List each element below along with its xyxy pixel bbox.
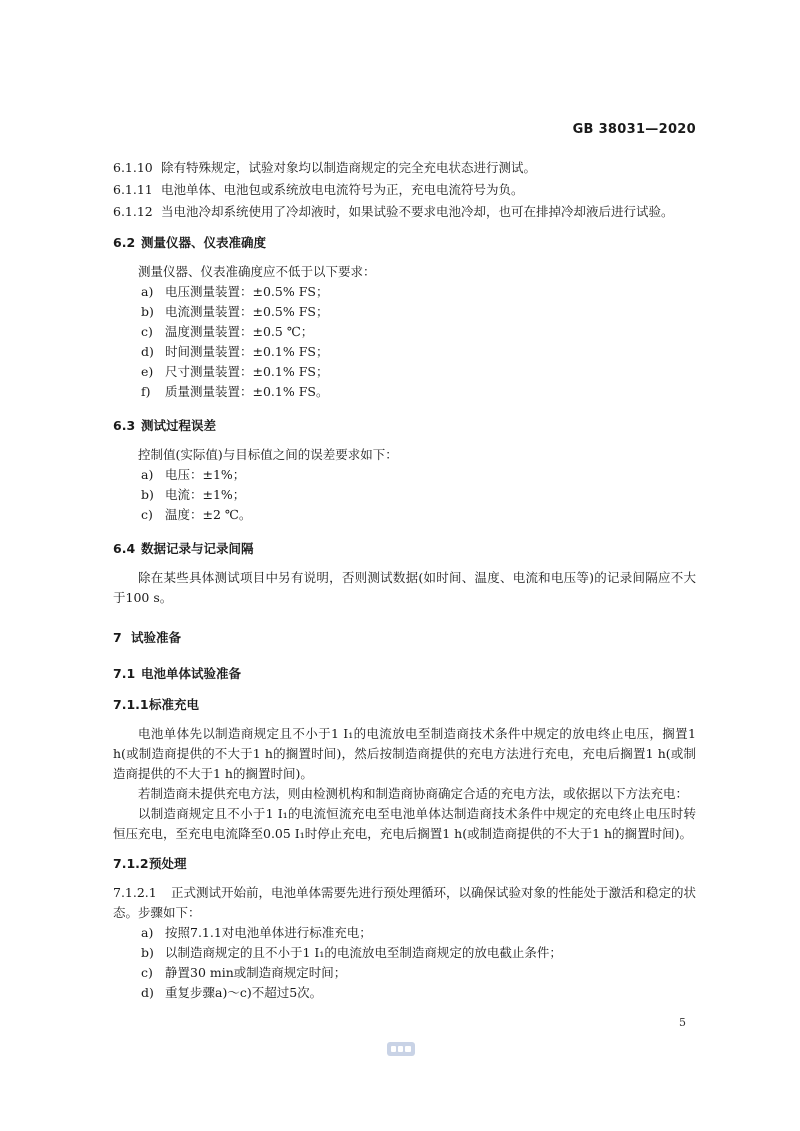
clause-text: 电池单体、电池包或系统放电电流符号为正，充电电流符号为负。: [161, 182, 524, 197]
list-text: 以制造商规定的且不小于1 I₁的电流放电至制造商规定的放电截止条件；: [165, 945, 562, 960]
subsection-number: 7.1.2: [113, 856, 149, 871]
clause-text: 当电池冷却系统使用了冷却液时，如果试验不要求电池冷却，也可在排掉冷却液后进行试验。: [161, 204, 674, 219]
list-text: 电流：±1%；: [165, 487, 246, 502]
section-number: 6.4: [113, 541, 136, 556]
clause-7-1-2-1: [113, 883, 696, 923]
list-item: [113, 322, 696, 342]
list-text: 温度测量装置：±0.5 ℃；: [165, 324, 314, 339]
list-label: d): [141, 344, 154, 359]
section-number: 6.2: [113, 235, 136, 250]
list-item: [113, 302, 696, 322]
standard-code-header: GB 38031—2020: [572, 122, 696, 137]
section-heading-6-3: [113, 416, 696, 436]
list-item: [113, 963, 696, 983]
list-text: 电流测量装置：±0.5% FS；: [165, 304, 329, 319]
section-paragraph: 电池单体先以制造商规定且不小于1 I₁的电流放电至制造商技术条件中规定的放电终止电压，搁置1 h(或制造商提供的不大于1 h的搁置时间)，然后按制造商提供的充电方法进行充电，充电后搁置1 h(或制造商提供的不大于1 h的搁置时间)。: [113, 726, 696, 781]
section-paragraph: 除在某些具体测试项目中另有说明，否则测试数据(如时间、温度、电流和电压等)的记录间隔应不大于100 s。: [113, 570, 696, 605]
list-label: e): [141, 364, 154, 379]
page-number: 5: [679, 1016, 686, 1029]
list-label: a): [141, 925, 154, 940]
clause-number: 7.1.2.1: [113, 885, 157, 900]
section-title: 测量仪器、仪表准确度: [141, 235, 267, 250]
section-number: 7.1: [113, 666, 136, 681]
list-text: 温度：±2 ℃。: [165, 507, 252, 522]
list-label: d): [141, 985, 154, 1000]
list-text: 尺寸测量装置：±0.1% FS；: [165, 364, 329, 379]
section-heading-6-4: [113, 539, 696, 559]
accuracy-list: [113, 282, 696, 402]
list-text: 电压测量装置：±0.5% FS；: [165, 284, 329, 299]
clause-text: 正式测试开始前，电池单体需要先进行预处理循环，以确保试验对象的性能处于激活和稳定的状态。步骤如下：: [113, 885, 697, 920]
list-item: [113, 923, 696, 943]
subsection-title: 标准充电: [149, 697, 200, 712]
list-text: 静置30 min或制造商规定时间；: [165, 965, 347, 980]
list-text: 质量测量装置：±0.1% FS。: [165, 384, 329, 399]
clause-text: 除有特殊规定，试验对象均以制造商规定的完全充电状态进行测试。: [161, 160, 537, 175]
list-item: [113, 983, 696, 1003]
list-label: a): [141, 467, 154, 482]
section-title: 数据记录与记录间隔: [141, 541, 254, 556]
list-text: 电压：±1%；: [165, 467, 246, 482]
list-item: [113, 282, 696, 302]
section-intro: 测量仪器、仪表准确度应不低于以下要求：: [138, 264, 376, 279]
list-label: b): [141, 945, 154, 960]
list-item: [113, 342, 696, 362]
subsection-heading-7-1-2: [113, 854, 696, 874]
list-label: f): [141, 384, 151, 399]
chapter-title: 试验准备: [131, 630, 182, 645]
section-number: 6.3: [113, 418, 136, 433]
section-title: 电池单体试验准备: [141, 666, 242, 681]
section-heading-7-1: [113, 664, 696, 684]
clause-number: 6.1.12: [113, 204, 153, 219]
chapter-heading-7: [113, 628, 696, 648]
list-item: [113, 505, 696, 525]
list-text: 时间测量装置：±0.1% FS；: [165, 344, 329, 359]
tolerance-list: [113, 465, 696, 525]
section-title: 测试过程误差: [141, 418, 217, 433]
document-body: [113, 158, 696, 1003]
list-label: b): [141, 487, 154, 502]
list-item: [113, 485, 696, 505]
list-label: c): [141, 324, 153, 339]
subsection-number: 7.1.1: [113, 697, 149, 712]
chapter-number: 7: [113, 630, 122, 645]
list-item: [113, 943, 696, 963]
pretreatment-steps-list: [113, 923, 696, 1003]
section-heading-6-2: [113, 233, 696, 253]
section-paragraph: 以制造商规定且不小于1 I₁的电流恒流充电至电池单体达制造商技术条件中规定的充电终止电压时转恒压充电，至充电电流降至0.05 I₁时停止充电，充电后搁置1 h(或制造商提供的不大于1 h的搁置时间)。: [113, 806, 696, 841]
subsection-heading-7-1-1: [113, 695, 696, 715]
section-paragraph: 若制造商未提供充电方法，则由检测机构和制造商协商确定合适的充电方法，或依据以下方法充电：: [138, 786, 689, 801]
clause-6-1-12: [113, 202, 696, 222]
list-item: [113, 382, 696, 402]
section-intro: 控制值(实际值)与目标值之间的误差要求如下：: [138, 447, 398, 462]
clause-6-1-10: [113, 158, 696, 178]
list-label: c): [141, 507, 153, 522]
subsection-title: 预处理: [149, 856, 187, 871]
clause-6-1-11: [113, 180, 696, 200]
list-text: 重复步骤a)～c)不超过5次。: [165, 985, 323, 1000]
list-label: a): [141, 284, 154, 299]
list-item: [113, 362, 696, 382]
list-text: 按照7.1.1对电池单体进行标准充电；: [165, 925, 372, 940]
list-label: c): [141, 965, 153, 980]
list-label: b): [141, 304, 154, 319]
publisher-logo-icon: [386, 1041, 416, 1057]
clause-number: 6.1.11: [113, 182, 153, 197]
list-item: [113, 465, 696, 485]
clause-number: 6.1.10: [113, 160, 153, 175]
